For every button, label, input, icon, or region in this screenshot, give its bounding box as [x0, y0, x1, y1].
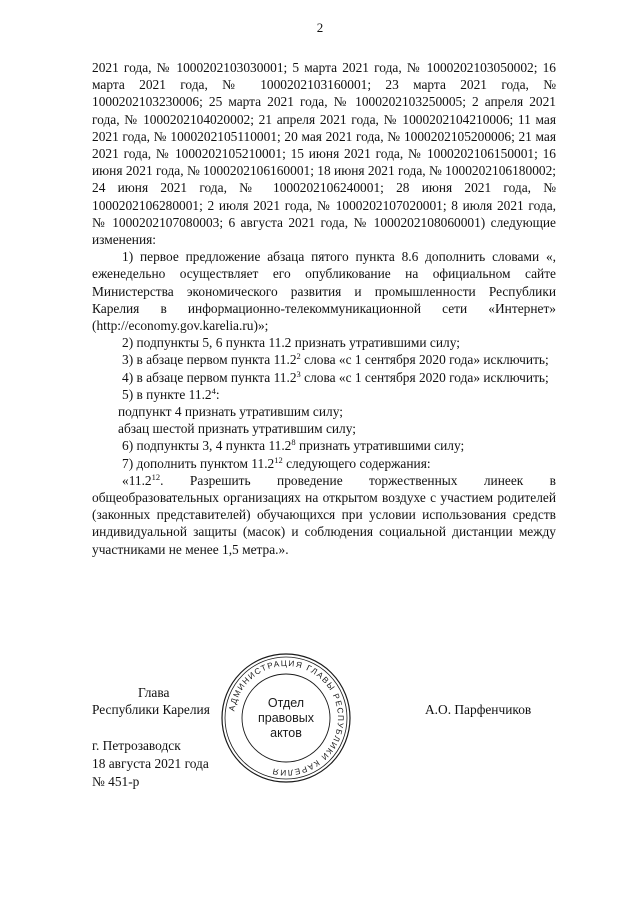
item-7-sup: 12: [274, 454, 283, 465]
footer-city: г. Петрозаводск: [92, 738, 181, 753]
official-stamp: [218, 650, 354, 786]
item-5-tail: :: [215, 386, 220, 402]
item-4: [92, 369, 556, 386]
item-1: 1) первое предложение абзаца пятого пункта 8.6 дополнить словами «, еженедельно осуществляет его опубликование на официальном сайте Министерства экономического развития и промышленности Республики Карелия в информационно-телекоммуникационной сети «Интернет» (http://economy.gov.karelia.ru)»;: [92, 249, 556, 334]
item-4-tail: слова «с 1 сентября 2020 года» исключить;: [300, 369, 549, 385]
item-6-text: 6) подпункты 3, 4 пункта 11.2: [122, 438, 292, 454]
item-2: 2) подпункты 5, 6 пункта 11.2 признать утратившими силу;: [122, 335, 460, 351]
item-7-text: 7) дополнить пунктом 11.2: [122, 455, 275, 471]
item-5-sup: 4: [211, 385, 216, 396]
item-3-sup: 2: [296, 351, 301, 362]
stamp-ring-text: АДМИНИСТРАЦИЯ ГЛАВЫ РЕСПУБЛИКИ КАРЕЛИЯ: [227, 658, 346, 778]
item-5-sub-1: подпункт 4 признать утратившим силу;: [118, 404, 343, 420]
footer-number: № 451-р: [92, 774, 140, 789]
item-4-sup: 3: [296, 368, 301, 379]
paragraph-dates: 2021 года, № 1000202103030001; 5 марта 2021 года, № 1000202103050002; 16 марта 2021 года, № 1000202103160001; 23 марта 2021 года, № 1000202103230006; 25 марта 2021 года, № 1000202103250005; 2 апреля 2021 года, № 1000202104020002; 21 апреля 2021 года, № 1000202104210006; 11 мая 2021 года, № 1000202105110001; 20 мая 2021 года, № 1000202105200006; 21 мая 2021 года, № 1000202105210001; 15 июня 2021 года, № 1000202106150001; 16 июня 2021 года, № 1000202106160001; 18 июня 2021 года, № 1000202106180002; 24 июня 2021 года, № 1000202106240001; 28 июня 2021 года, № 1000202106280001; 2 июля 2021 года, № 1000202107020001; 8 июля 2021 года, № 1000202107080003; 6 августа 2021 года, № 1000202108060001) следующие изменения:: [92, 60, 556, 248]
quoted-clause-text: «11.2: [122, 472, 152, 488]
stamp-graphic: [218, 650, 354, 786]
item-7-tail: следующего содержания:: [282, 455, 431, 471]
signature-title-line1: Глава: [138, 685, 170, 700]
document-body: [92, 59, 556, 558]
item-3: [92, 351, 556, 368]
item-7: [92, 455, 556, 472]
signature-title: [92, 684, 210, 719]
item-6-tail: признать утратившими силу;: [295, 438, 465, 454]
stamp-center-line3: актов: [270, 726, 302, 740]
stamp-center-line2: правовых: [258, 711, 314, 725]
place-and-date: [92, 737, 209, 791]
item-4-text: 4) в абзаце первом пункта 11.2: [122, 369, 297, 385]
item-5-text: 5) в пункте 11.2: [122, 386, 212, 402]
item-5-sub-2: абзац шестой признать утратившим силу;: [118, 421, 356, 437]
item-6-sup: 8: [291, 437, 296, 448]
quoted-clause-tail: . Разрешить проведение торжественных линеек в общеобразовательных организациях на открытом воздухе с участием родителей (законных представителей) обучающихся при условии использования средств индивидуальной защиты (масок) и соблюдения социальной дистанции между участниками не менее 1,5 метра.».: [92, 472, 556, 557]
item-3-tail: слова «с 1 сентября 2020 года» исключить;: [300, 352, 549, 368]
item-5: [92, 386, 556, 403]
page-number: 2: [316, 20, 324, 35]
signer-name: А.О. Парфенчиков: [425, 702, 532, 717]
item-6: [92, 437, 556, 454]
stamp-center-line1: Отдел: [267, 696, 305, 710]
item-3-text: 3) в абзаце первом пункта 11.2: [122, 352, 297, 368]
quoted-clause: [92, 472, 556, 558]
signature-title-line2: Республики Карелия: [92, 702, 210, 718]
quoted-clause-sup: 12: [151, 471, 161, 482]
footer-date: 18 августа 2021 года: [92, 756, 209, 771]
